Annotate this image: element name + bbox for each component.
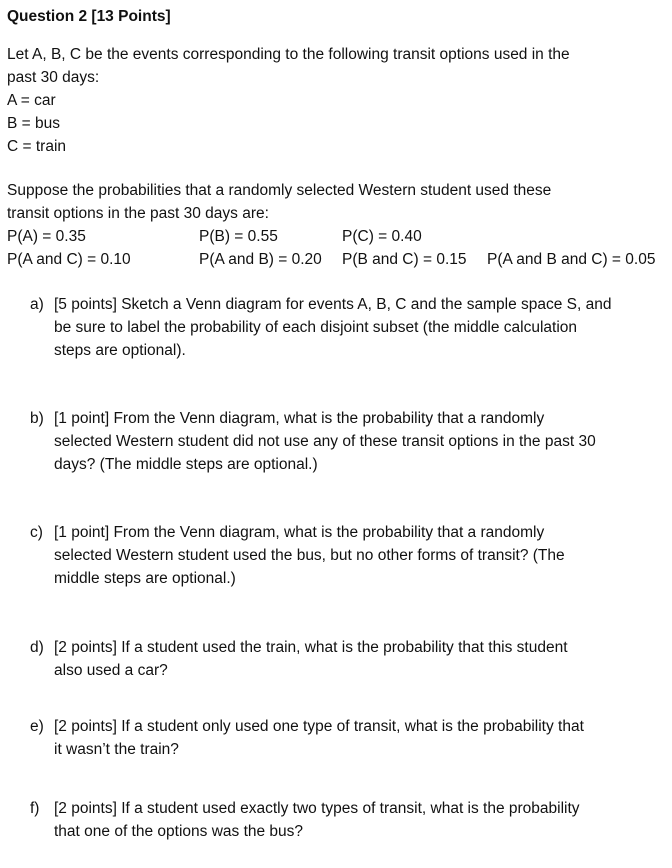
prob-b: P(B) = 0.55 — [199, 228, 278, 245]
question-text — [54, 521, 666, 590]
event-definition-a: A = car — [7, 92, 56, 109]
question-line: steps are optional). — [54, 342, 186, 359]
event-definition-c: C = train — [7, 138, 67, 155]
intro-line: Let A, B, C be the events corresponding to the following transit options used in the — [7, 46, 570, 63]
question-label: c) — [30, 524, 43, 541]
question-label: d) — [30, 639, 44, 656]
question-line: [1 point] From the Venn diagram, what is the probability that a randomly — [54, 524, 545, 541]
question-line: [1 point] From the Venn diagram, what is the probability that a randomly — [54, 410, 545, 427]
prob-a-and-c: P(A and C) = 0.10 — [7, 251, 131, 268]
intro-line: past 30 days: — [7, 69, 100, 86]
prob-b-and-c: P(B and C) = 0.15 — [342, 251, 467, 268]
question-line: [2 points] If a student only used one type of transit, what is the probability that — [54, 718, 584, 735]
probabilities-row-1 — [7, 225, 667, 248]
question-line: selected Western student did not use any of these transit options in the past 30 — [54, 433, 596, 450]
question-text — [54, 797, 666, 843]
intro-paragraph — [7, 43, 657, 158]
question-label: b) — [30, 410, 44, 427]
question-line: [2 points] If a student used the train, what is the probability that this student — [54, 639, 568, 656]
question-label: e) — [30, 718, 44, 735]
prob-a: P(A) = 0.35 — [7, 228, 86, 245]
question-line: selected Western student used the bus, but no other forms of transit? (The — [54, 547, 565, 564]
question-line: days? (The middle steps are optional.) — [54, 456, 318, 473]
question-line: also used a car? — [54, 662, 168, 679]
suppose-paragraph — [7, 179, 657, 225]
prob-a-and-b: P(A and B) = 0.20 — [199, 251, 322, 268]
suppose-line: Suppose the probabilities that a randomly selected Western student used these — [7, 182, 552, 199]
question-line: it wasn’t the train? — [54, 741, 179, 758]
question-text — [54, 407, 666, 476]
question-line: [5 points] Sketch a Venn diagram for events A, B, C and the sample space S, and — [54, 296, 612, 313]
prob-a-and-b-and-c: P(A and B and C) = 0.05 — [487, 251, 656, 268]
question-line: middle steps are optional.) — [54, 570, 236, 587]
question-line: be sure to label the probability of each disjoint subset (the middle calculation — [54, 319, 578, 336]
question-title: Question 2 [13 Points] — [7, 8, 171, 25]
question-label: f) — [30, 800, 40, 817]
question-text — [54, 293, 666, 362]
probabilities-row-2 — [7, 248, 667, 271]
question-label: a) — [30, 296, 44, 313]
question-line: that one of the options was the bus? — [54, 823, 304, 840]
question-text — [54, 715, 666, 761]
event-definition-b: B = bus — [7, 115, 60, 132]
question-text — [54, 636, 666, 682]
question-line: [2 points] If a student used exactly two types of transit, what is the probability — [54, 800, 580, 817]
prob-c: P(C) = 0.40 — [342, 228, 422, 245]
suppose-line: transit options in the past 30 days are: — [7, 205, 269, 222]
